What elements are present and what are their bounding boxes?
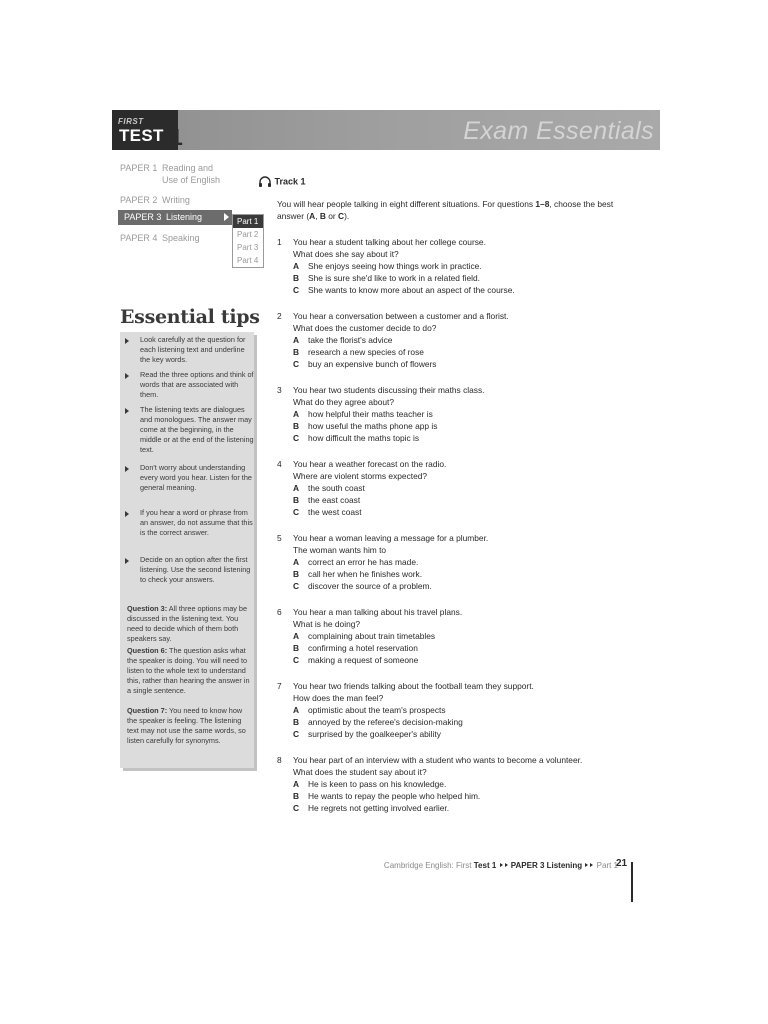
option-c[interactable] [293, 358, 637, 370]
question-number: 8 [277, 755, 282, 765]
arrow-icon [500, 863, 503, 867]
question-note-text: You need to know how the speaker is feeling. The listening text may not use the same words, so listen carefully for synonyms. [127, 706, 246, 745]
headphones-icon [258, 176, 272, 188]
option-a[interactable] [293, 408, 637, 420]
option-c[interactable] [293, 654, 637, 666]
question-stem: You hear a student talking about her college course. [293, 237, 486, 247]
option-c[interactable] [293, 432, 637, 444]
option-text: annoyed by the referee's decision-making [308, 717, 463, 727]
option-b[interactable] [293, 494, 637, 506]
footer-paper: PAPER 3 [510, 861, 545, 870]
bullet-icon [125, 466, 129, 472]
option-b[interactable] [293, 272, 637, 284]
question-number: 6 [277, 607, 282, 617]
question-stem: You hear two friends talking about the football team they support. [293, 681, 534, 691]
option-letter: C [293, 655, 300, 665]
option-text: buy an expensive bunch of flowers [308, 359, 437, 369]
footer-publisher: Cambridge English: First [383, 861, 472, 870]
option-text: confirming a hotel reservation [308, 643, 418, 653]
option-letter: C [293, 285, 300, 295]
test-badge [112, 110, 178, 150]
question-note-label: Question 6: [127, 646, 168, 655]
option-text: He is keen to pass on his knowledge. [308, 779, 447, 789]
question-number: 2 [277, 311, 282, 321]
question-text: What is he doing? [293, 619, 361, 629]
part-item-4[interactable]: Part 4 [237, 256, 259, 265]
question-number: 7 [277, 681, 282, 691]
option-letter: B [293, 791, 300, 801]
question-text: Where are violent storms expected? [293, 471, 428, 481]
badge-subtitle: FIRST [118, 117, 144, 126]
instr-c: C [338, 211, 345, 221]
bullet-icon [125, 511, 129, 517]
instr-b: B [319, 211, 326, 221]
option-c[interactable] [293, 728, 637, 740]
part-item-2[interactable]: Part 2 [237, 230, 259, 239]
option-b[interactable] [293, 346, 637, 358]
option-letter: B [293, 421, 300, 431]
option-letter: B [293, 569, 300, 579]
option-c[interactable] [293, 580, 637, 592]
part-item-3[interactable]: Part 3 [237, 243, 259, 252]
question-number: 5 [277, 533, 282, 543]
option-letter: C [293, 507, 300, 517]
option-letter: A [293, 631, 300, 641]
question-text: What does she say about it? [293, 249, 399, 259]
bullet-icon [125, 558, 129, 564]
option-letter: A [293, 779, 300, 789]
option-a[interactable] [293, 778, 637, 790]
arrow-icon [505, 863, 508, 867]
option-c[interactable] [293, 506, 637, 518]
option-letter: C [293, 729, 300, 739]
option-text: how useful the maths phone app is [308, 421, 438, 431]
option-letter: B [293, 643, 300, 653]
question-number: 4 [277, 459, 282, 469]
nav-paper-title: Speaking [162, 233, 200, 243]
badge-number: 1 [170, 124, 183, 150]
track-label [258, 176, 306, 188]
option-text: how difficult the maths topic is [308, 433, 420, 443]
page-footer [348, 861, 618, 870]
question-stem: You hear a weather forecast on the radio. [293, 459, 447, 469]
question-note-label: Question 7: [127, 706, 168, 715]
nav-item-paper-3[interactable] [124, 212, 202, 222]
option-letter: B [293, 717, 300, 727]
option-text: complaining about train timetables [308, 631, 436, 641]
option-text: He regrets not getting involved earlier. [308, 803, 450, 813]
option-text: optimistic about the team's prospects [308, 705, 446, 715]
tip-item: Decide on an option after the first listening. Use the second listening to check your answers. [140, 555, 251, 584]
option-text: making a request of someone [308, 655, 419, 665]
option-letter: C [293, 359, 300, 369]
page-number: 21 [616, 858, 628, 869]
question-text: How does the man feel? [293, 693, 384, 703]
section-title: Exam Essentials [463, 117, 654, 145]
option-text: research a new species of rose [308, 347, 424, 357]
question-stem: You hear a woman leaving a message for a plumber. [293, 533, 489, 543]
option-b[interactable] [293, 568, 637, 580]
question-text: What does the customer decide to do? [293, 323, 437, 333]
option-text: take the florist's advice [308, 335, 393, 345]
option-text: correct an error he has made. [308, 557, 419, 567]
question-text: What do they agree about? [293, 397, 395, 407]
option-letter: B [293, 273, 300, 283]
footer-part: Part 1 [596, 861, 618, 870]
footer-test: Test 1 [473, 861, 497, 870]
option-letter: B [293, 347, 300, 357]
part-selector [232, 214, 264, 268]
question-number: 1 [277, 237, 282, 247]
option-text: She enjoys seeing how things work in practice. [308, 261, 482, 271]
option-letter: A [293, 409, 300, 419]
option-b[interactable] [293, 420, 637, 432]
instr-sep1: , [315, 211, 320, 221]
nav-paper-title: Reading and [162, 163, 214, 173]
option-text: discover the source of a problem. [308, 581, 432, 591]
option-b[interactable] [293, 716, 637, 728]
option-letter: B [293, 495, 300, 505]
bullet-icon [125, 338, 129, 344]
nav-arrow-icon [224, 213, 229, 221]
question-note [127, 646, 253, 696]
arrow-icon [585, 863, 588, 867]
bullet-icon [125, 408, 129, 414]
question-note [127, 604, 253, 644]
option-text: the west coast [308, 507, 362, 517]
question-note-label: Question 3: [127, 604, 168, 613]
option-text: She wants to know more about an aspect of the course. [308, 285, 515, 295]
question-note-text: The question asks what the speaker is doing. You will need to listen to the whole text to understand this, rather than hearing the answer in a single sentence. [127, 646, 250, 695]
instructions [277, 198, 637, 222]
nav-paper-name: PAPER 3 [124, 212, 162, 222]
option-b[interactable] [293, 790, 637, 802]
badge-title: TEST [119, 126, 164, 145]
nav-paper-title: Writing [162, 195, 190, 205]
track-text: Track 1 [274, 176, 306, 187]
part-item-1[interactable]: Part 1 [233, 215, 263, 228]
option-letter: C [293, 581, 300, 591]
question-stem: You hear a man talking about his travel plans. [293, 607, 463, 617]
question-stem: You hear part of an interview with a student who wants to become a volunteer. [293, 755, 583, 765]
option-a[interactable] [293, 630, 637, 642]
instr-middle: , choose the best answer ( [277, 199, 614, 221]
nav-paper-title-line2: Use of English [162, 175, 221, 185]
question-note-text: All three options may be discussed in the listening text. You need to decide which of them both speakers say. [127, 604, 248, 643]
tip-item: Don't worry about understanding every word you hear. Listen for the general meaning. [140, 463, 252, 492]
option-text: She is sure she'd like to work in a related field. [308, 273, 480, 283]
nav-item-paper-1[interactable] [120, 162, 220, 186]
option-a[interactable] [293, 260, 637, 272]
option-letter: A [293, 261, 300, 271]
nav-paper-name: PAPER 4 [120, 233, 158, 243]
option-a[interactable] [293, 556, 637, 568]
footer-paper-name: Listening [546, 861, 583, 870]
option-c[interactable] [293, 802, 637, 814]
question-text: What does the student say about it? [293, 767, 427, 777]
page-rule [631, 862, 633, 902]
option-a[interactable] [293, 704, 637, 716]
nav-item-paper-4[interactable] [120, 232, 200, 244]
option-text: He wants to repay the people who helped him. [308, 791, 481, 801]
option-text: call her when he finishes work. [308, 569, 423, 579]
option-text: the south coast [308, 483, 365, 493]
question-text: The woman wants him to [293, 545, 387, 555]
tip-item: Look carefully at the question for each listening text and underline the key words. [140, 335, 246, 364]
option-letter: A [293, 557, 300, 567]
instr-prefix: You will hear people talking in eight different situations. For questions [277, 199, 536, 209]
bullet-icon [125, 373, 129, 379]
option-text: the east coast [308, 495, 361, 505]
option-b[interactable] [293, 642, 637, 654]
option-letter: C [293, 803, 300, 813]
nav-paper-name: PAPER 1 [120, 163, 158, 173]
option-a[interactable] [293, 482, 637, 494]
tips-title: Essential tips [120, 306, 260, 328]
option-c[interactable] [293, 284, 637, 296]
nav-item-paper-2[interactable] [120, 194, 190, 206]
question-stem: You hear two students discussing their maths class. [293, 385, 485, 395]
instr-suffix: ). [344, 211, 350, 221]
option-text: surprised by the goalkeeper's ability [308, 729, 441, 739]
question-stem: You hear a conversation between a customer and a florist. [293, 311, 509, 321]
nav-paper-name: PAPER 2 [120, 195, 158, 205]
question-note [127, 706, 253, 746]
tip-item: The listening texts are dialogues and monologues. The answer may come at the beginning, in the middle or at the end of the listening text. [140, 405, 254, 454]
option-a[interactable] [293, 334, 637, 346]
arrow-icon [590, 863, 593, 867]
option-letter: A [293, 335, 300, 345]
option-letter: A [293, 483, 300, 493]
question-number: 3 [277, 385, 282, 395]
instr-range: 1–8 [535, 199, 550, 209]
option-letter: C [293, 433, 300, 443]
instr-a: A [309, 211, 316, 221]
option-letter: A [293, 705, 300, 715]
instr-sep2: or [325, 211, 339, 221]
option-text: how helpful their maths teacher is [308, 409, 433, 419]
tip-item: If you hear a word or phrase from an answer, do not assume that this is the correct answer. [140, 508, 253, 537]
nav-paper-title: Listening [166, 212, 203, 222]
tip-item: Read the three options and think of words that are associated with them. [140, 370, 254, 399]
